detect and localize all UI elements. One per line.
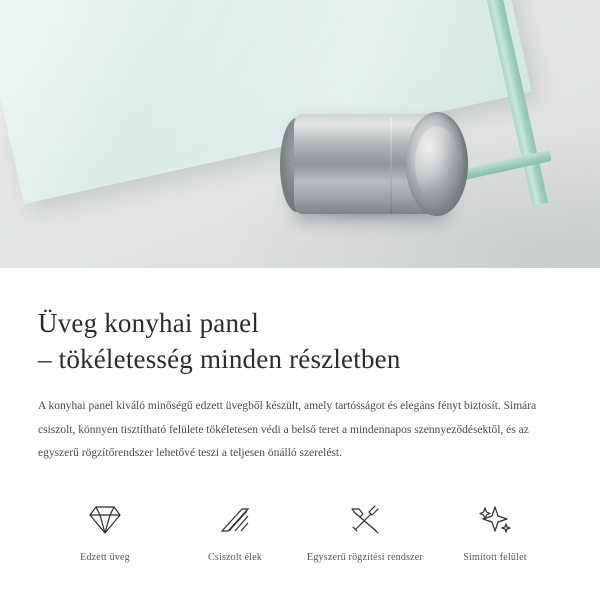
feature-item-polished-edges <box>170 502 300 563</box>
headline-line-1: Üveg konyhai panel <box>38 308 260 338</box>
stainless-steel-standoff-mount <box>258 112 473 216</box>
page-title <box>38 306 562 377</box>
footer-spacer <box>0 582 600 600</box>
feature-item-tempered-glass <box>40 502 170 563</box>
description-paragraph: A konyhai panel kiváló minőségű edzett üvegből készült, amely tartósságot és elegáns fényt biztosít. Simára csiszolt, könnyen tisztítható felülete tökéletesen védi a belső teret a mindennapos szennyeződésektől, és az egyszerű rögzítőrendszer lehetővé teszi a teljesen önálló szerelést. <box>38 400 537 460</box>
hero-product-photo <box>0 0 600 268</box>
feature-label: Egyszerű rögzítési rendszer <box>307 551 423 563</box>
text-content-block <box>0 268 600 466</box>
diamond-icon <box>40 502 170 538</box>
polished-edge-icon <box>170 502 300 538</box>
headline-line-2: – tökéletesség minden részletben <box>38 343 401 374</box>
sparkle-icon <box>430 502 560 538</box>
feature-item-easy-mounting <box>300 502 430 563</box>
feature-label: Simított felület <box>463 551 527 563</box>
feature-label: Csiszolt élek <box>208 551 262 563</box>
tools-icon <box>300 502 430 538</box>
standoff-seam-line <box>390 118 392 214</box>
standoff-front-cap <box>406 112 468 216</box>
feature-label: Edzett üveg <box>80 551 130 563</box>
feature-item-smooth-surface <box>430 502 560 563</box>
feature-list <box>0 466 600 563</box>
